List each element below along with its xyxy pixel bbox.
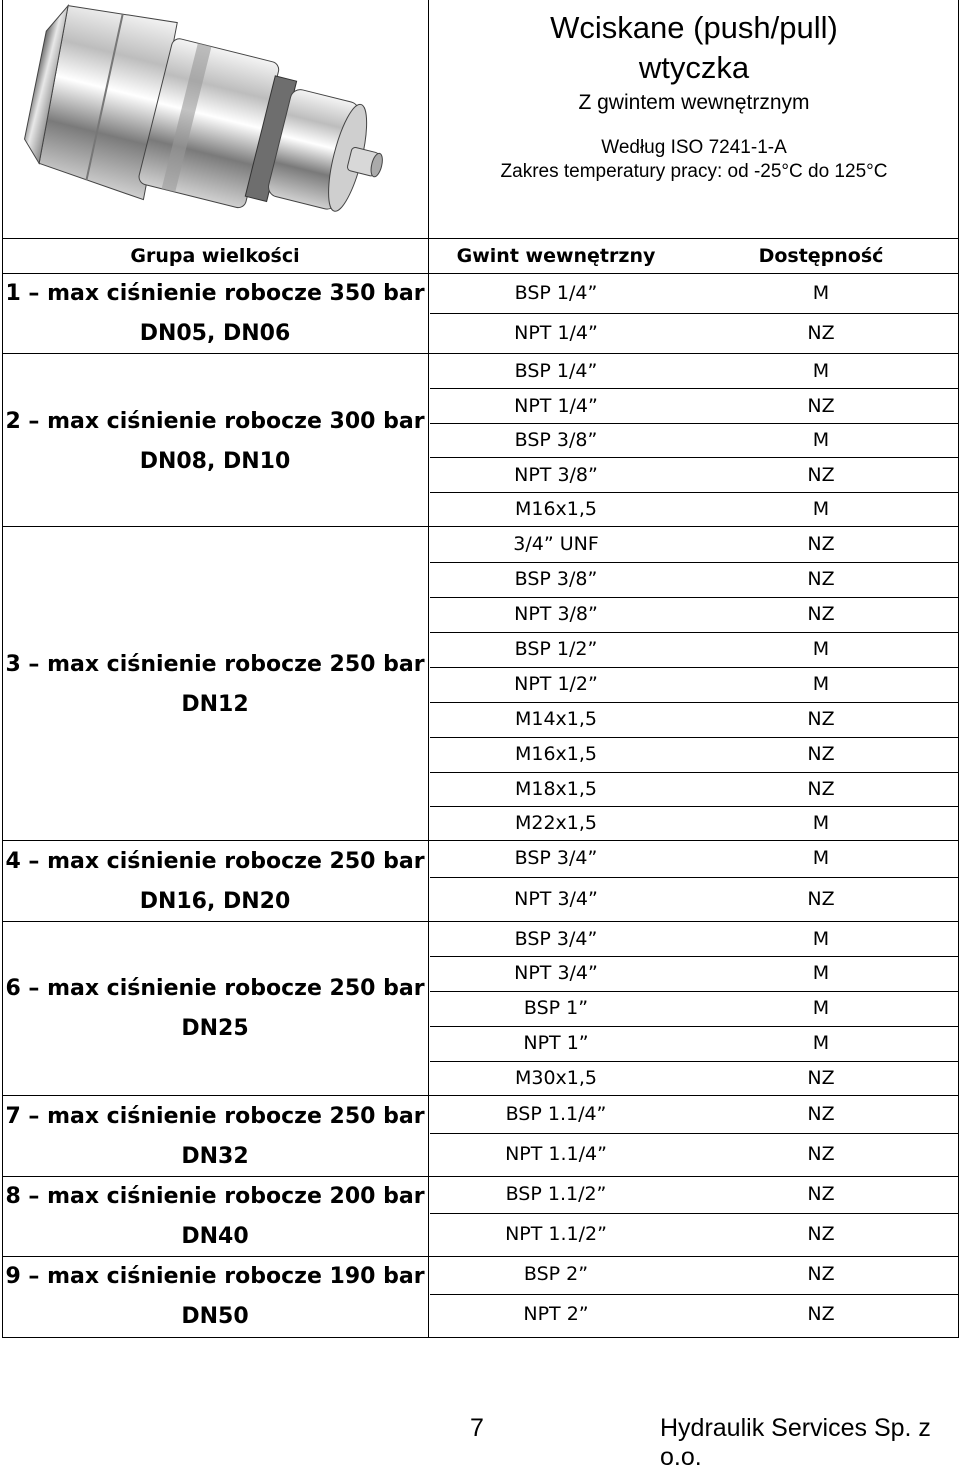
availability-cell: NZ	[807, 743, 835, 765]
availability-cell: NZ	[807, 1143, 835, 1165]
size-group-pressure: 3 – max ciśnienie robocze 250 bar	[5, 652, 425, 677]
thread-cell: M30x1,5	[514, 1067, 598, 1089]
thread-cell: BSP 2”	[523, 1263, 589, 1285]
thread-cell: NPT 1/4”	[514, 395, 598, 417]
availability-cell: NZ	[807, 708, 835, 730]
size-group-8	[4, 1177, 426, 1257]
coupling-plug-image	[4, 2, 426, 238]
availability-cell: NZ	[807, 1223, 835, 1245]
availability-cell: M	[812, 638, 830, 660]
size-group-dn: DN25	[181, 1016, 249, 1041]
thread-cell: M16x1,5	[514, 498, 598, 520]
product-temperature-range: Zakres temperatury pracy: od -25°C do 125°C	[500, 161, 888, 182]
size-group-7	[4, 1097, 426, 1177]
group-separator	[2, 1095, 430, 1096]
availability-cell: M	[812, 928, 830, 950]
availability-cell: M	[812, 673, 830, 695]
thread-cell: NPT 1.1/4”	[505, 1143, 607, 1165]
size-group-dn: DN40	[181, 1224, 249, 1249]
product-header	[430, 0, 958, 238]
availability-cell: NZ	[807, 603, 835, 625]
availability-cell: M	[812, 962, 830, 984]
size-group-6	[4, 969, 426, 1049]
product-photo	[4, 2, 426, 238]
column-header-thread: Gwint wewnętrzny	[456, 245, 656, 267]
row-separator	[430, 313, 959, 314]
thread-cell: NPT 2”	[523, 1303, 589, 1325]
availability-cell: M	[812, 429, 830, 451]
size-group-pressure: 9 – max ciśnienie robocze 190 bar	[5, 1264, 425, 1289]
thread-cell: BSP 1”	[523, 997, 589, 1019]
availability-cell: NZ	[807, 1303, 835, 1325]
thread-cell: BSP 3/4”	[514, 928, 598, 950]
availability-cell: NZ	[807, 322, 835, 344]
availability-cell: M	[812, 847, 830, 869]
thread-cell: NPT 3/4”	[514, 962, 598, 984]
row-separator	[430, 1294, 959, 1295]
availability-cell: M	[812, 282, 830, 304]
availability-cell: NZ	[807, 1183, 835, 1205]
availability-cell: M	[812, 812, 830, 834]
row-separator	[430, 1213, 959, 1214]
size-group-pressure: 4 – max ciśnienie robocze 250 bar	[5, 849, 425, 874]
availability-cell: NZ	[807, 1263, 835, 1285]
size-group-dn: DN08, DN10	[139, 449, 291, 474]
availability-cell: NZ	[807, 464, 835, 486]
size-group-dn: DN12	[181, 692, 249, 717]
row-separator	[430, 877, 959, 878]
column-header-availability: Dostępność	[758, 245, 884, 267]
availability-cell: NZ	[807, 888, 835, 910]
availability-cell: NZ	[807, 778, 835, 800]
size-group-pressure: 7 – max ciśnienie robocze 250 bar	[5, 1104, 425, 1129]
thread-cell: BSP 3/8”	[514, 568, 598, 590]
column-divider	[428, 0, 429, 1338]
thread-cell: 3/4” UNF	[513, 533, 599, 555]
availability-cell: M	[812, 1032, 830, 1054]
availability-cell: M	[812, 997, 830, 1019]
availability-cell: NZ	[807, 1103, 835, 1125]
size-group-dn: DN50	[181, 1304, 249, 1329]
thread-cell: M14x1,5	[514, 708, 598, 730]
thread-cell: NPT 3/8”	[514, 464, 598, 486]
thread-cell: NPT 3/8”	[514, 603, 598, 625]
size-group-3	[4, 645, 426, 725]
size-group-pressure: 1 – max ciśnienie robocze 350 bar	[5, 281, 425, 306]
thread-cell: M16x1,5	[514, 743, 598, 765]
column-header-group: Grupa wielkości	[130, 245, 300, 267]
row-separator	[430, 1133, 959, 1134]
thread-cell: BSP 3/8”	[514, 429, 598, 451]
thread-cell: NPT 1/2”	[514, 673, 598, 695]
product-title-line1: Wciskane (push/pull)	[550, 10, 838, 45]
thread-cell: NPT 1.1/2”	[505, 1223, 607, 1245]
product-subtitle: Z gwintem wewnętrznym	[578, 91, 810, 114]
size-group-dn: DN16, DN20	[139, 889, 291, 914]
size-group-pressure: 8 – max ciśnienie robocze 200 bar	[5, 1184, 425, 1209]
thread-cell: NPT 3/4”	[514, 888, 598, 910]
availability-cell: M	[812, 498, 830, 520]
thread-cell: M22x1,5	[514, 812, 598, 834]
thread-cell: BSP 1/2”	[514, 638, 598, 660]
page-number: 7	[470, 1414, 484, 1442]
availability-cell: NZ	[807, 568, 835, 590]
size-group-pressure: 6 – max ciśnienie robocze 250 bar	[5, 976, 425, 1001]
size-group-dn: DN32	[181, 1144, 249, 1169]
availability-cell: NZ	[807, 395, 835, 417]
thread-cell: M18x1,5	[514, 778, 598, 800]
availability-cell: M	[812, 360, 830, 382]
product-standard: Według ISO 7241-1-A	[601, 137, 787, 158]
thread-cell: BSP 3/4”	[514, 847, 598, 869]
thread-cell: BSP 1/4”	[514, 360, 598, 382]
thread-cell: BSP 1.1/2”	[505, 1183, 607, 1205]
size-group-dn: DN05, DN06	[139, 321, 291, 346]
product-title-line2: wtyczka	[638, 50, 750, 85]
availability-cell: NZ	[807, 1067, 835, 1089]
thread-cell: BSP 1.1/4”	[505, 1103, 607, 1125]
group-separator	[2, 840, 430, 841]
thread-cell: NPT 1/4”	[514, 322, 598, 344]
group-separator	[2, 526, 430, 527]
company-name: Hydraulik Services Sp. z o.o.	[660, 1414, 931, 1471]
size-group-1	[4, 274, 426, 354]
size-group-2	[4, 402, 426, 482]
availability-cell: NZ	[807, 533, 835, 555]
size-group-pressure: 2 – max ciśnienie robocze 300 bar	[5, 409, 425, 434]
size-group-4	[4, 842, 426, 922]
size-group-9	[4, 1257, 426, 1337]
thread-cell: NPT 1”	[523, 1032, 589, 1054]
thread-cell: BSP 1/4”	[514, 282, 598, 304]
